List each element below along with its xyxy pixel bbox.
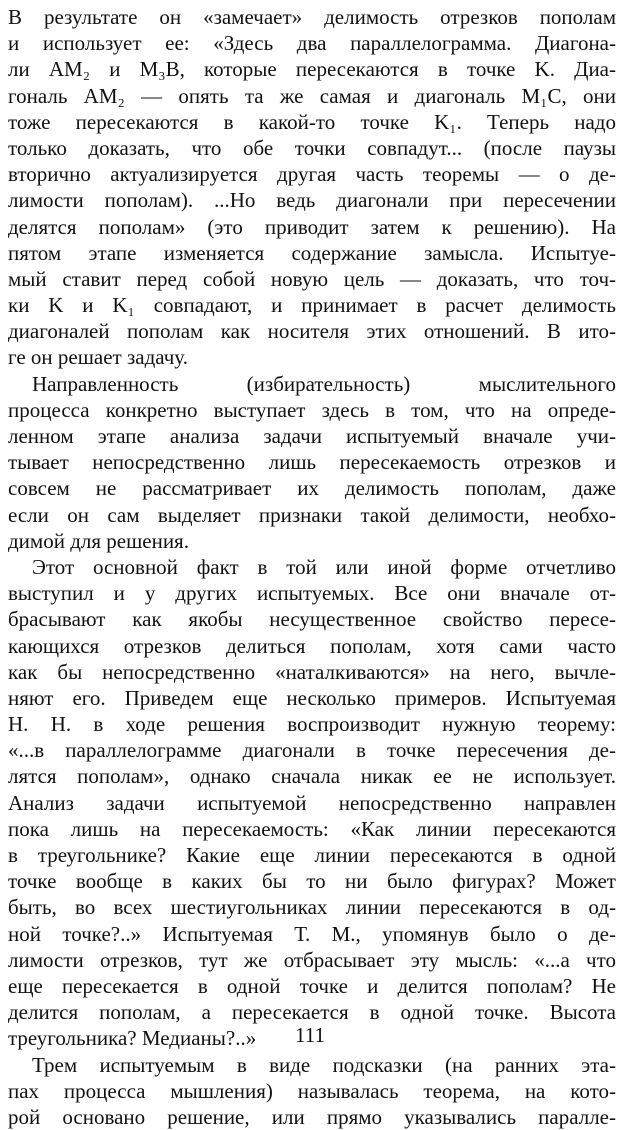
text-line: Трем испытуемым в виде подсказки (на ранних эта-	[32, 1052, 616, 1077]
text-line: ленном этапе анализа задачи испытуемый вначале учи-	[8, 424, 616, 448]
text-line: процесса конкретно выступает здесь в том, что на опреде-	[8, 397, 616, 422]
text-line: пах процесса мышления) называлась теорема, на кото-	[8, 1078, 616, 1103]
text-line: лимости отрезков, тут же отбрасывает эту мысль: «...а что	[8, 947, 616, 972]
text-line: еще пересекается в одной точке и делится пополам? Не	[8, 973, 616, 998]
text-line: брасывают как якобы несущественное свойство пересе-	[8, 607, 616, 632]
text-line: гональ AM₂ — опять та же самая и диагональ M₁C, они	[8, 83, 616, 108]
text-line: совсем не рассматривает их делимость пополам, даже	[8, 476, 616, 501]
text-line: няют его. Приведем еще несколько примеров. Испытуемая	[8, 685, 616, 710]
text-line: ки K и K₁ совпадают, и принимает в расчет делимость	[8, 293, 616, 318]
text-line: как бы непосредственно «наталкиваются» на него, вычле-	[8, 659, 616, 684]
text-line: Н. Н. в ходе решения воспроизводит нужную теорему:	[8, 712, 616, 737]
text-line: выступил и у других испытуемых. Все они вначале от-	[8, 581, 616, 606]
text-line: делятся пополам» (это приводит затем к решению). На	[8, 214, 616, 239]
text-line: диагоналей пополам как носителя этих отношений. В ито-	[8, 319, 616, 344]
text-line: мый ставит перед собой новую цель — доказать, что точ-	[8, 266, 616, 291]
text-line: ли AM₂ и M₃B, которые пересекаются в точке K. Диа-	[8, 57, 616, 82]
text-line: кающихся отрезков делиться пополам, хотя сами часто	[8, 633, 616, 658]
text-line: лимости пополам). ...Но ведь диагонали при пересечении	[8, 188, 616, 213]
text-line: тывает непосредственно лишь пересекаемость отрезков и	[8, 450, 616, 475]
text-line: «...в параллелограмме диагонали в точке пересечения де-	[8, 738, 616, 763]
text-line: рой основано решение, или прямо указывались паралле-	[8, 1104, 616, 1129]
text-line: делится пополам, а пересекается в одной точке. Высота	[8, 1000, 616, 1025]
text-line: пятом этапе изменяется содержание замысла. Испытуе-	[8, 240, 616, 265]
text-line: если он сам выделяет признаки такой делимости, необхо-	[8, 502, 616, 527]
page-text	[8, 4, 616, 1130]
text-line: точке вообще в каких бы то ни было фигурах? Может	[8, 869, 616, 894]
text-line: треугольника? Медианы?..»	[8, 1026, 257, 1051]
text-line: быть, во всех шестиугольниках линии пересекаются в од-	[8, 895, 616, 920]
text-line: пока лишь на пересекаемость: «Как линии пересекаются	[8, 816, 616, 841]
text-line: ной точке?..» Испытуемая Т. М., упомянув было о де-	[8, 921, 616, 946]
text-line: только доказать, что обе точки совпадут... (после паузы	[8, 135, 616, 160]
text-line: ге он решает задачу.	[8, 345, 188, 370]
text-line: В результате он «замечает» делимость отрезков пополам	[8, 5, 616, 29]
text-line: Направленность (избирательность) мыслительного	[32, 371, 616, 396]
text-line: Этот основной факт в той или иной форме отчетливо	[32, 554, 616, 579]
text-line: димой для решения.	[8, 528, 189, 553]
text-line: Анализ задачи испытуемой непосредственно направлен	[8, 790, 616, 815]
text-line: тоже пересекаются в какой-то точке K₁. Теперь надо	[8, 109, 616, 134]
text-line: лятся пополам», однако сначала никак ее не использует.	[8, 764, 616, 789]
page-number: 111	[295, 1023, 325, 1047]
text-line: и использует ее: «Здесь два параллелограмма. Диагона-	[8, 31, 616, 56]
text-line: в треугольнике? Какие еще линии пересекаются в одной	[8, 843, 616, 867]
text-line: вторично актуализируется другая часть теоремы — о де-	[8, 162, 616, 187]
